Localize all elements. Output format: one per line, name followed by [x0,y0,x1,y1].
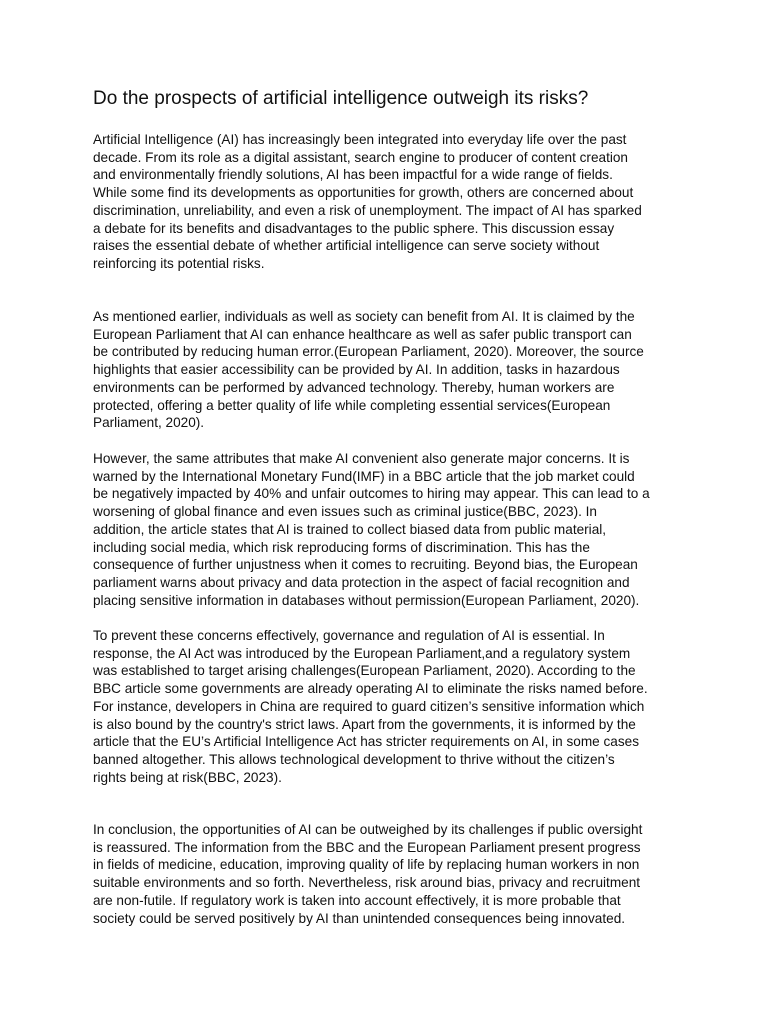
text-line: a debate for its benefits and disadvantages to the public sphere. This discussion essay [93,220,615,236]
text-line: addition, the article states that AI is trained to collect biased data from public material, [93,521,607,537]
text-line: banned altogether. This allows technological development to thrive without the citizen’s [93,751,615,767]
text-line: highlights that easier accessibility can be provided by AI. In addition, tasks in hazardous [93,362,620,378]
text-line: While some find its developments as opportunities for growth, others are concerned about [93,185,634,201]
text-line: rights being at risk(BBC, 2023). [93,769,282,785]
text-line: raises the essential debate of whether artificial intelligence can serve society without [93,238,600,254]
text-line: society could be served positively by AI than unintended consequences being innovated. [93,910,626,926]
text-line: warned by the International Monetary Fund(IMF) in a BBC article that the job market could [93,468,635,484]
text-line: BBC article some governments are already operating AI to eliminate the risks named before. [93,681,648,697]
text-line: However, the same attributes that make AI convenient also generate major concerns. It is [93,451,630,466]
text-line: suitable environments and so forth. Nevertheless, risk around bias, privacy and recruitment [93,875,641,891]
text-line: decade. From its role as a digital assistant, search engine to producer of content creation [93,149,628,165]
text-line: article that the EU’s Artificial Intelligence Act has stricter requirements on AI, in some cases [93,734,640,750]
text-line: is also bound by the country's strict laws. Apart from the governments, it is informed by the [93,716,636,732]
text-line: As mentioned earlier, individuals as well as society can benefit from AI. It is claimed by the [93,309,635,324]
paragraph-conclusion [93,821,693,927]
text-line: was established to target arising challenges(European Parliament, 2020). According to the [93,663,636,679]
text-line: In conclusion, the opportunities of AI can be outweighed by its challenges if public oversight [93,822,643,837]
paragraph-introduction [93,131,693,273]
text-line: consequence of further unjustness when it comes to recruiting. Beyond bias, the European [93,557,638,573]
paragraph-concerns [93,450,693,609]
text-line: To prevent these concerns effectively, governance and regulation of AI is essential. In [93,628,605,643]
text-line: placing sensitive information in databases without permission(European Parliament, 2020). [93,592,640,608]
text-line: discrimination, unreliability, and even a risk of unemployment. The impact of AI has sparked [93,202,642,218]
text-line: and environmentally friendly solutions, AI has been impactful for a wide range of fields. [93,167,613,183]
text-line: including social media, which risk reproducing forms of discrimination. This has the [93,539,590,555]
text-line: be contributed by reducing human error.(European Parliament, 2020). Moreover, the source [93,344,644,360]
text-line: European Parliament that AI can enhance healthcare as well as safer public transport can [93,326,632,342]
text-line: in fields of medicine, education, improving quality of life by replacing human workers in non [93,857,640,873]
text-line: be negatively impacted by 40% and unfair outcomes to hiring may appear. This can lead to a [93,486,650,502]
text-line: Artificial Intelligence (AI) has increasingly been integrated into everyday life over the past [93,132,627,147]
essay-title: Do the prospects of artificial intelligence outweigh its risks? [93,88,589,109]
text-line: are non-futile. If regulatory work is taken into account effectively, it is more probable that [93,892,621,908]
text-line: worsening of global finance and even issues such as criminal justice(BBC, 2023). In [93,504,597,520]
text-line: reinforcing its potential risks. [93,255,265,271]
text-line: response, the AI Act was introduced by the European Parliament,and a regulatory system [93,645,631,661]
text-line: is reassured. The information from the BBC and the European Parliament present progress [93,839,641,855]
text-line: environments can be performed by advanced technology. Thereby, human workers are [93,379,615,395]
text-line: parliament warns about privacy and data protection in the aspect of facial recognition and [93,574,630,590]
text-line: For instance, developers in China are required to guard citizen’s sensitive information which [93,698,645,714]
paragraph-benefits [93,308,693,432]
paragraph-regulation [93,627,693,786]
text-line: Parliament, 2020). [93,415,205,431]
text-line: protected, offering a better quality of life while completing essential services(European [93,397,611,413]
